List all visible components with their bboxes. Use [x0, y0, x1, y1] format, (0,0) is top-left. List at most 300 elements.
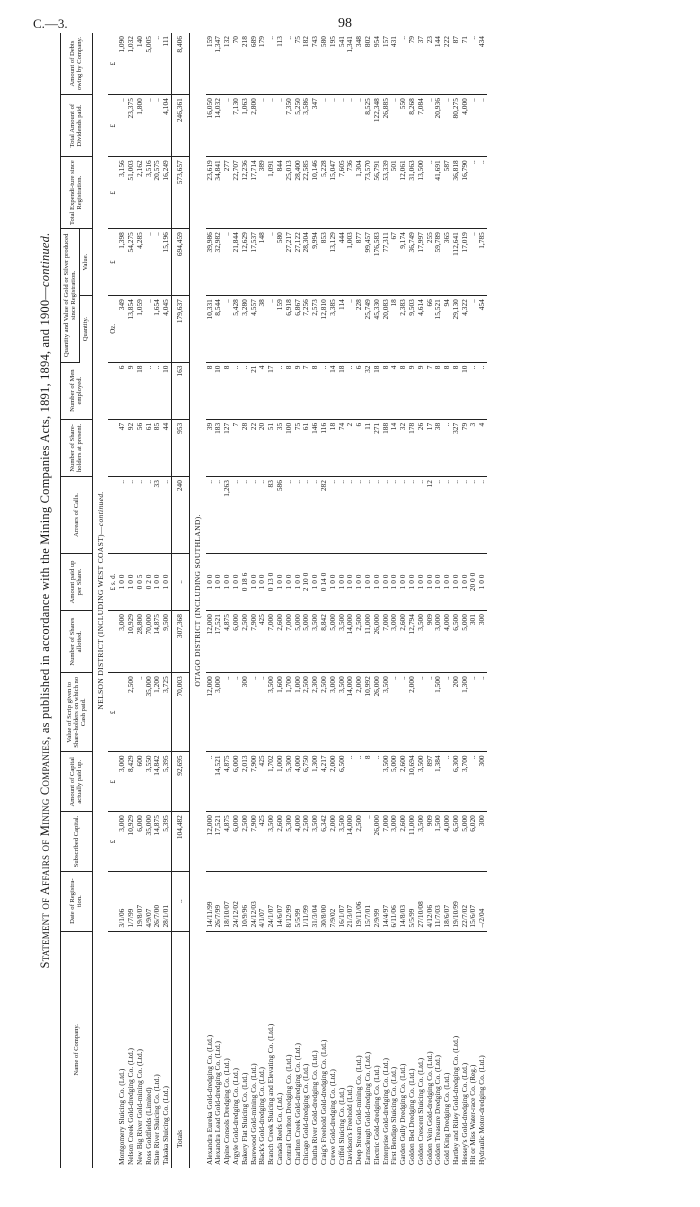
cell-dividends: ..	[276, 95, 285, 157]
company-row	[346, 33, 355, 1168]
totals-per-share: ..	[171, 553, 189, 610]
cell-quantity-v: 4,614	[417, 296, 426, 362]
cell-date: 31/3/04	[311, 871, 320, 931]
cell-name: Garden Gully Dredging Co. (Ltd.)	[398, 1063, 408, 1165]
cell-value: 4,285	[136, 229, 145, 296]
cell-per-share: 1 0 0	[311, 553, 320, 610]
cell-men: 8	[285, 362, 294, 419]
cell-subscribed: ..	[364, 812, 373, 872]
cell-expenditure: 1,304	[355, 157, 364, 229]
cell-arrears: ..	[373, 477, 382, 554]
cell-shares: 4,000	[443, 611, 452, 673]
cell-value: 853	[320, 229, 329, 296]
cell-shares: 12,000	[206, 611, 215, 673]
col-expenditure: Total Expendi-ture since Registration.	[61, 157, 93, 229]
cell-paid: 6,000	[232, 752, 241, 812]
cell-per-share: 0 13 0	[267, 553, 276, 610]
cell-per-share: 1 0 0	[346, 553, 355, 610]
nelson-district-heading-row	[92, 33, 108, 1168]
cell-name: Charlton Creek Gold-dredging Co. (Ltd.)	[292, 1043, 302, 1165]
company-row	[250, 33, 259, 1168]
cell-holders: 56	[136, 419, 145, 476]
cell-expenditure: 1,091	[267, 157, 276, 229]
cell-dividends: ..	[118, 95, 127, 157]
cell-dividends: ..	[346, 95, 355, 157]
cell-shares: 2,600	[276, 611, 285, 673]
cell-arrears: ..	[250, 477, 259, 554]
cell-date: 6/11/06	[390, 871, 399, 931]
cell-arrears: ..	[329, 477, 338, 554]
cell-expenditure: 34,841	[214, 157, 223, 229]
cell-quantity-v: 66	[426, 296, 435, 362]
cell-shares: 5,000	[294, 611, 303, 673]
cell-value: ..	[469, 229, 478, 296]
cell-subscribed: 6,000	[232, 812, 241, 872]
cell-shares: 8,842	[320, 611, 329, 673]
cell-expenditure: 73,570	[364, 157, 373, 229]
company-row	[311, 33, 320, 1168]
cell-name: Hartley and Riley Gold-dredging Co. (Ltd.)	[450, 1035, 460, 1165]
cell-debts: 5,005	[145, 33, 154, 95]
cell-men: 8	[223, 362, 232, 419]
cell-quantity-v: 45,330	[373, 296, 382, 362]
cell-holders: 271	[373, 419, 382, 476]
cell-date: 21/3/07	[346, 871, 355, 931]
cell-subscribed: 14,000	[346, 812, 355, 872]
cell-per-share: 1 0 0	[461, 553, 470, 610]
company-row	[294, 33, 303, 1168]
cell-holders: 39	[206, 419, 215, 476]
cell-paid: ..	[355, 752, 364, 812]
cell-holders: 146	[311, 419, 320, 476]
cell-per-share: 0 0 5	[136, 553, 145, 610]
cell-dividends: ..	[258, 95, 267, 157]
cell-paid: ..	[373, 752, 382, 812]
col-quantity: Quantity.	[80, 296, 92, 362]
company-row	[162, 33, 171, 1168]
cell-scrip: ..	[443, 673, 452, 752]
cell-name: Gold King Dredging Co. (Ltd.)	[442, 1072, 452, 1165]
cell-date: 4/12/06	[426, 871, 435, 931]
cell-paid: 1,000	[276, 752, 285, 812]
cell-quantity-v: 228	[355, 296, 364, 362]
cell-men: ..	[153, 362, 162, 419]
cell-quantity-v: 4,045	[162, 296, 171, 362]
cell-value: 17,019	[461, 229, 470, 296]
cell-subscribed: 6,500	[452, 812, 461, 872]
company-row	[145, 33, 154, 1168]
cell-name: Craig's Freehold Gold-dredging Co. (Ltd.)	[318, 1039, 328, 1165]
cell-shares: 2,500	[355, 611, 364, 673]
col-dividends: Total Amount of Dividends paid.	[61, 95, 93, 157]
cell-paid: 4,217	[320, 752, 329, 812]
cell-subscribed: 1,500	[434, 812, 443, 872]
cell-men: 14	[329, 362, 338, 419]
cell-arrears: ..	[162, 477, 171, 554]
cell-subscribed: 6,000	[136, 812, 145, 872]
cell-per-share: 1 0 0	[250, 553, 259, 610]
cell-value: 1,398	[118, 229, 127, 296]
cell-paid: ..	[206, 752, 215, 812]
cell-per-share: 1 0 0	[390, 553, 399, 610]
company-row	[206, 33, 215, 1168]
cell-value: 1,003	[346, 229, 355, 296]
cell-debts: 144	[434, 33, 443, 95]
cell-value: 27,217	[285, 229, 294, 296]
cell-debts: 23	[426, 33, 435, 95]
otago-district-heading-row	[189, 33, 205, 1168]
cell-value: 59,789	[434, 229, 443, 296]
totals-holders: 953	[171, 419, 189, 476]
cell-dividends: ..	[320, 95, 329, 157]
cell-value: 112,641	[452, 229, 461, 296]
cell-arrears: ..	[355, 477, 364, 554]
cell-subscribed: 425	[258, 812, 267, 872]
table-body	[92, 33, 487, 1168]
cell-per-share: 1 0 0	[434, 553, 443, 610]
cell-value: 580	[276, 229, 285, 296]
cell-value: 12,629	[241, 229, 250, 296]
cell-name: New Big River Gold-mining Co. (Ltd.)	[134, 1049, 144, 1165]
cell-holders: 2	[346, 419, 355, 476]
company-row	[267, 33, 276, 1168]
company-row	[390, 33, 399, 1168]
cell-expenditure: 53,339	[382, 157, 391, 229]
cell-debts: 1,090	[118, 33, 127, 95]
cell-expenditure: 12,061	[399, 157, 408, 229]
cell-name: Canada Reefs Co. (Ltd.)	[274, 1092, 284, 1165]
cell-expenditure: 501	[390, 157, 399, 229]
col-subscribed: Subscribed Capital.	[61, 812, 93, 872]
cell-quantity-v: 13,854	[127, 296, 136, 362]
col-shares: Number of Shares allotted.	[61, 611, 93, 673]
cell-arrears: ..	[346, 477, 355, 554]
cell-subscribed: 2,600	[399, 812, 408, 872]
cell-expenditure: ..	[478, 157, 487, 229]
cell-date: 22/7/02	[461, 871, 470, 931]
cell-debts: 689	[250, 33, 259, 95]
cell-paid: 2,000	[329, 752, 338, 812]
cell-date: 18/6/07	[443, 871, 452, 931]
cell-dividends: ..	[338, 95, 347, 157]
cell-expenditure: 22,707	[232, 157, 241, 229]
cell-holders: 20	[258, 419, 267, 476]
cell-debts: 1,347	[214, 33, 223, 95]
unit-pound: £	[108, 229, 118, 296]
cell-expenditure: 15,047	[329, 157, 338, 229]
col-gold-group: Quantity and Value of Gold or Silver produced since Registration.	[61, 229, 80, 362]
cell-men: 8	[434, 362, 443, 419]
title-continued: continued.	[38, 232, 52, 287]
cell-per-share: 1 0 0	[118, 553, 127, 610]
cell-holders: 14	[390, 419, 399, 476]
cell-men: ..	[320, 362, 329, 419]
cell-date: –/2/04	[478, 871, 487, 931]
cell-quantity-v: 1,654	[153, 296, 162, 362]
cell-men: ..	[232, 362, 241, 419]
company-row	[232, 33, 241, 1168]
cell-men: 8	[206, 362, 215, 419]
company-row	[443, 33, 452, 1168]
cell-quantity-v: 454	[478, 296, 487, 362]
cell-date: 16/1/07	[338, 871, 347, 931]
cell-shares: 17,521	[214, 611, 223, 673]
otago-heading: OTAGO DISTRICT (INCLUDING SOUTHLAND).	[192, 514, 202, 687]
cell-paid: ..	[443, 752, 452, 812]
col-debts: Amount of Debts owing by Company.	[61, 33, 93, 95]
cell-per-share: 20 0 0	[469, 553, 478, 610]
cell-quantity-v: 6,867	[294, 296, 303, 362]
cell-dividends: 2,800	[250, 95, 259, 157]
cell-quantity-v: 94	[443, 296, 452, 362]
cell-paid: 3,550	[145, 752, 154, 812]
cell-per-share: 1 0 0	[329, 553, 338, 610]
cell-value: ..	[267, 229, 276, 296]
cell-men: 8	[399, 362, 408, 419]
cell-men: ..	[241, 362, 250, 419]
title-smallcaps: Statement of Affairs of Mining Companies,	[38, 736, 52, 969]
cell-dividends: 1,800	[136, 95, 145, 157]
cell-arrears: ..	[311, 477, 320, 554]
cell-debts: 1,032	[127, 33, 136, 95]
cell-holders: 85	[153, 419, 162, 476]
cell-holders: 17	[426, 419, 435, 476]
cell-men: 18	[338, 362, 347, 419]
cell-value: 444	[338, 229, 347, 296]
cell-subscribed: 3,000	[118, 812, 127, 872]
cell-value: 17,997	[417, 229, 426, 296]
header-row-1	[61, 33, 80, 1168]
cell-dividends: ..	[478, 95, 487, 157]
cell-per-share: 1 0 0	[232, 553, 241, 610]
cell-arrears: ..	[241, 477, 250, 554]
cell-arrears: ..	[127, 477, 136, 554]
company-row	[214, 33, 223, 1168]
cell-paid: 5,395	[162, 752, 171, 812]
cell-holders: 188	[382, 419, 391, 476]
cell-subscribed: 26,000	[373, 812, 382, 872]
cell-name: Electric Gold-dredging Co. (Ltd.)	[371, 1065, 381, 1165]
cell-men: 17	[267, 362, 276, 419]
cell-arrears: ..	[258, 477, 267, 554]
cell-debts: 79	[408, 33, 417, 95]
cell-subscribed: 7,000	[382, 812, 391, 872]
cell-men: 18	[373, 362, 382, 419]
cell-shares: 7,000	[382, 611, 391, 673]
cell-per-share: 1 0 0	[285, 553, 294, 610]
cell-quantity-v: 20,083	[382, 296, 391, 362]
cell-paid: 300	[478, 752, 487, 812]
cell-debts: 179	[258, 33, 267, 95]
cell-per-share: 1 0 0	[355, 553, 364, 610]
cell-shares: 300	[478, 611, 487, 673]
cell-date: 14/11/99	[206, 871, 215, 931]
cell-date: 2/9/99	[373, 871, 382, 931]
cell-debts: 195	[329, 33, 338, 95]
cell-paid: 2,600	[399, 752, 408, 812]
cell-men: 10	[162, 362, 171, 419]
totals-label: Totals	[171, 931, 189, 1168]
cell-quantity-v: 29,130	[452, 296, 461, 362]
cell-arrears: ..	[364, 477, 373, 554]
cell-per-share: 1 0 0	[373, 553, 382, 610]
company-row	[355, 33, 364, 1168]
cell-shares: 3,000	[118, 611, 127, 673]
companies-table	[60, 33, 487, 1168]
cell-scrip: ..	[232, 673, 241, 752]
cell-debts: 954	[373, 33, 382, 95]
cell-quantity-v: ..	[469, 296, 478, 362]
cell-quantity-v: 349	[118, 296, 127, 362]
cell-shares: 10,929	[127, 611, 136, 673]
cell-shares: 2,600	[399, 611, 408, 673]
cell-date: 30/8/00	[320, 871, 329, 931]
company-row	[373, 33, 382, 1168]
cell-quantity-v: 3,280	[241, 296, 250, 362]
cell-value: 39,986	[206, 229, 215, 296]
cell-quantity-v: 8,544	[214, 296, 223, 362]
cell-dividends: 5,250	[294, 95, 303, 157]
cell-dividends: ..	[145, 95, 154, 157]
cell-debts: 434	[478, 33, 487, 95]
cell-scrip: ..	[258, 673, 267, 752]
cell-per-share: 1 0 0	[452, 553, 461, 610]
cell-arrears: ..	[285, 477, 294, 554]
cell-arrears: ..	[338, 477, 347, 554]
cell-dividends: ..	[355, 95, 364, 157]
totals-paid: 92,695	[171, 752, 189, 812]
cell-dividends: 7,084	[417, 95, 426, 157]
cell-expenditure: 23,619	[206, 157, 215, 229]
company-row	[408, 33, 417, 1168]
cell-per-share: 2 10 0	[302, 553, 311, 610]
cell-quantity-v: ..	[346, 296, 355, 362]
cell-value: ..	[145, 229, 154, 296]
company-row	[285, 33, 294, 1168]
cell-shares: 5,000	[461, 611, 470, 673]
cell-shares: 14,875	[153, 611, 162, 673]
cell-name: Black's Gold-dredging Co. (Ltd.)	[257, 1066, 267, 1165]
cell-debts: 580	[320, 33, 329, 95]
cell-shares: 6,500	[452, 611, 461, 673]
cell-scrip: ..	[478, 673, 487, 752]
cell-date: 28/1/01	[162, 871, 171, 931]
cell-scrip: 200	[452, 673, 461, 752]
company-row	[118, 33, 127, 1168]
cell-expenditure: 36,818	[452, 157, 461, 229]
cell-name: Hit or Miss Water-race Co. (Reg.)	[468, 1064, 478, 1165]
cell-shares: 6,000	[232, 611, 241, 673]
cell-paid: 5,300	[285, 752, 294, 812]
cell-expenditure: ..	[426, 157, 435, 229]
cell-name: Clutha River Gold-dredging Co. (Ltd.)	[310, 1050, 320, 1165]
cell-paid: 897	[426, 752, 435, 812]
cell-value: 13,129	[329, 229, 338, 296]
cell-quantity-v: ..	[267, 296, 276, 362]
cell-per-share: 1 0 0	[338, 553, 347, 610]
totals-value: 694,459	[171, 229, 189, 296]
unit-pound: £	[108, 752, 118, 812]
cell-expenditure: 2,162	[136, 157, 145, 229]
cell-scrip: 1,200	[153, 673, 162, 752]
cell-expenditure: 12,236	[241, 157, 250, 229]
col-name: Name of Company.	[61, 931, 93, 1168]
cell-scrip: 1,000	[294, 673, 303, 752]
unit-oz: Oz.	[108, 296, 118, 362]
cell-date: 14/4/97	[382, 871, 391, 931]
cell-expenditure: 22,585	[302, 157, 311, 229]
cell-quantity-v: 25,749	[364, 296, 373, 362]
cell-name: Barewood Gold-mining Co. (Ltd.)	[248, 1063, 258, 1165]
totals-date: ..	[171, 871, 189, 931]
cell-dividends: ..	[390, 95, 399, 157]
cell-arrears: ..	[382, 477, 391, 554]
cell-men: 9	[408, 362, 417, 419]
cell-name: Alexandra Eureka Gold-dredging Co. (Ltd.)	[204, 1034, 214, 1165]
cell-shares: 14,000	[346, 611, 355, 673]
cell-quantity-v: 2,383	[399, 296, 408, 362]
cell-subscribed: 35,000	[145, 812, 154, 872]
totals-dividends: 246,361	[171, 95, 189, 157]
cell-men: ..	[276, 362, 285, 419]
cell-name: Golden Bed Dredging Co. (Ltd.)	[406, 1068, 416, 1165]
cell-men: 9	[294, 362, 303, 419]
cell-quantity-v: 15,521	[434, 296, 443, 362]
cell-subscribed: 300	[478, 812, 487, 872]
cell-paid: 3,000	[118, 752, 127, 812]
cell-paid: 10,694	[408, 752, 417, 812]
cell-men: ..	[346, 362, 355, 419]
cell-holders: 47	[118, 419, 127, 476]
cell-holders: 6	[355, 419, 364, 476]
unit-pound: £	[108, 157, 118, 229]
company-row	[241, 33, 250, 1168]
company-row	[338, 33, 347, 1168]
cell-scrip: 26,000	[373, 673, 382, 752]
cell-shares: 909	[426, 611, 435, 673]
cell-subscribed: 5,000	[461, 812, 470, 872]
cell-dividends: 122,348	[373, 95, 382, 157]
cell-subscribed: 2,500	[355, 812, 364, 872]
cell-paid: 3,700	[461, 752, 470, 812]
cell-holders: 28	[241, 419, 250, 476]
cell-dividends: 8,525	[364, 95, 373, 157]
cell-scrip: 2,000	[355, 673, 364, 752]
cell-scrip: 2,500	[320, 673, 329, 752]
cell-scrip: 2,500	[127, 673, 136, 752]
cell-men: ..	[478, 362, 487, 419]
cell-value: ..	[223, 229, 232, 296]
cell-arrears: ..	[443, 477, 452, 554]
cell-scrip: 300	[241, 673, 250, 752]
cell-per-share: 1 0 0	[364, 553, 373, 610]
cell-shares: 26,000	[373, 611, 382, 673]
cell-expenditure: 844	[276, 157, 285, 229]
cell-paid: 7,900	[250, 752, 259, 812]
unit-pound: £	[108, 673, 118, 752]
cell-per-share: 0 18 6	[241, 553, 250, 610]
cell-name: Hydraulic Motor-dredging Co. (Ltd.)	[477, 1055, 487, 1165]
cell-name: Montgomery Sluicing Co. (Ltd.)	[117, 1068, 127, 1165]
cell-subscribed: 2,500	[302, 812, 311, 872]
col-men: Number of Men employed.	[61, 362, 93, 419]
cell-name: Enterprise Gold-dredging Co. (Ltd.)	[380, 1058, 390, 1165]
cell-men: 4	[390, 362, 399, 419]
cell-date: 18/10/07	[223, 871, 232, 931]
cell-holders: 38	[434, 419, 443, 476]
cell-name: Alexandra Lead Gold-dredging Co. (Ltd.)	[213, 1041, 223, 1165]
cell-name: Branch Creek Sluicing and Elevating Co. (Ltd.)	[266, 1023, 276, 1165]
